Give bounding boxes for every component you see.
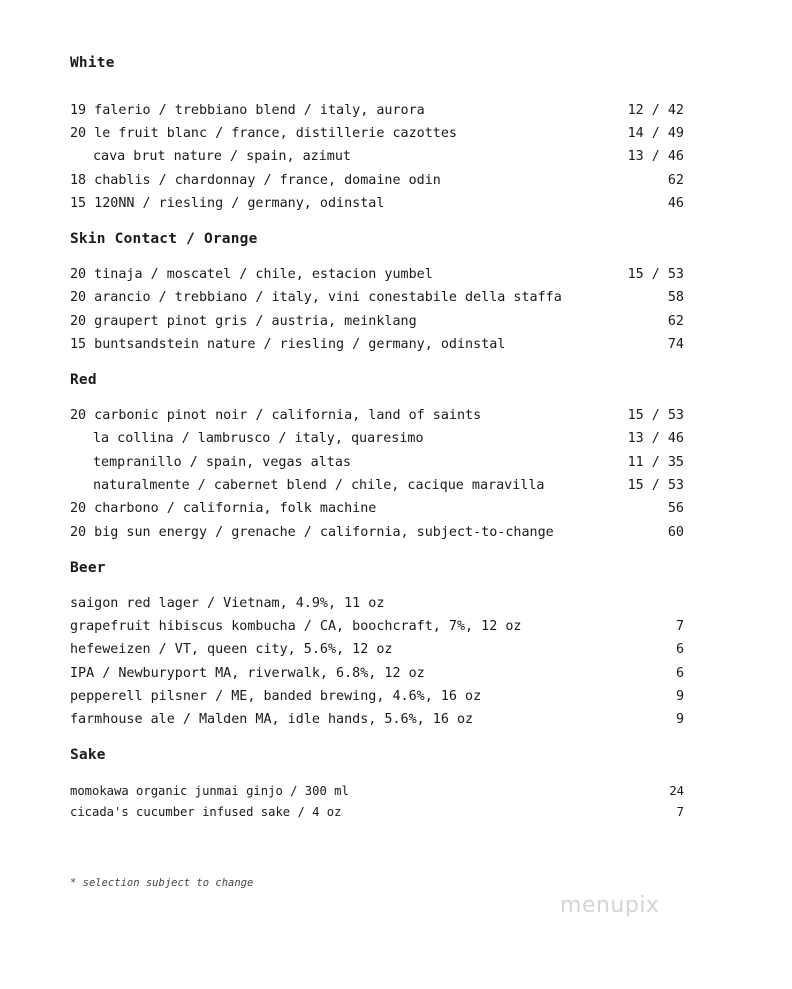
section-title-skin-contact: Skin Contact / Orange xyxy=(70,231,258,247)
item-description: 15 buntsandstein nature / riesling / germany, odinstal xyxy=(70,337,506,352)
item-price: 9 xyxy=(675,712,684,727)
item-description: 20 big sun energy / grenache / california, subject-to-change xyxy=(70,525,554,540)
menu-item xyxy=(70,710,684,730)
item-price: 60 xyxy=(667,525,684,540)
menu-item xyxy=(70,171,684,191)
menu-item xyxy=(70,101,684,121)
item-description: la collina / lambrusco / italy, quaresimo xyxy=(93,431,424,446)
section-title-beer: Beer xyxy=(70,560,106,576)
item-description: IPA / Newburyport MA, riverwalk, 6.8%, 12 oz xyxy=(70,666,425,681)
item-description: cava brut nature / spain, azimut xyxy=(93,149,351,164)
menu-item xyxy=(70,406,684,426)
menu-item xyxy=(70,429,684,449)
item-description: naturalmente / cabernet blend / chile, cacique maravilla xyxy=(93,478,545,493)
item-price: 13 / 46 xyxy=(627,431,684,446)
item-price: 14 / 49 xyxy=(627,126,684,141)
item-price: 12 / 42 xyxy=(627,103,684,118)
item-price: 7 xyxy=(676,805,684,819)
item-description: 20 charbono / california, folk machine xyxy=(70,501,377,516)
item-description: 20 arancio / trebbiano / italy, vini conestabile della staffa xyxy=(70,290,562,305)
item-description: 20 le fruit blanc / france, distillerie cazottes xyxy=(70,126,457,141)
menu-item xyxy=(70,147,684,167)
menu-item xyxy=(70,265,684,285)
menupix-watermark: menupix xyxy=(560,893,660,918)
menu-item xyxy=(70,664,684,684)
item-price: 7 xyxy=(675,619,684,634)
menu-item xyxy=(70,781,684,801)
menu-item xyxy=(70,476,684,496)
menu-item xyxy=(70,499,684,519)
item-price: 74 xyxy=(667,337,684,352)
item-description: 20 carbonic pinot noir / california, land of saints xyxy=(70,408,482,423)
item-description: pepperell pilsner / ME, banded brewing, 4.6%, 16 oz xyxy=(70,689,482,704)
item-price: 11 / 35 xyxy=(627,455,684,470)
menu-item xyxy=(70,687,684,707)
item-description: momokawa organic junmai ginjo / 300 ml xyxy=(70,784,349,798)
menu-item xyxy=(70,312,684,332)
menu-item xyxy=(70,523,684,543)
item-price: 13 / 46 xyxy=(627,149,684,164)
item-description: hefeweizen / VT, queen city, 5.6%, 12 oz xyxy=(70,642,393,657)
menu-item xyxy=(70,194,684,214)
menu-item xyxy=(70,640,684,660)
item-description: 18 chablis / chardonnay / france, domaine odin xyxy=(70,173,441,188)
section-title-white: White xyxy=(70,55,115,71)
item-price: 56 xyxy=(667,501,684,516)
menu-item xyxy=(70,802,684,822)
item-price: 6 xyxy=(675,642,684,657)
menu-item xyxy=(70,594,684,614)
item-description: cicada's cucumber infused sake / 4 oz xyxy=(70,805,342,819)
item-description: tempranillo / spain, vegas altas xyxy=(93,455,351,470)
item-description: saigon red lager / Vietnam, 4.9%, 11 oz xyxy=(70,596,385,611)
item-price: 15 / 53 xyxy=(627,478,684,493)
item-price: 58 xyxy=(667,290,684,305)
item-price: 24 xyxy=(669,784,684,798)
item-price: 46 xyxy=(667,196,684,211)
item-price: 9 xyxy=(675,689,684,704)
item-description: 20 tinaja / moscatel / chile, estacion yumbel xyxy=(70,267,433,282)
item-description: 20 graupert pinot gris / austria, meinklang xyxy=(70,314,417,329)
item-price: 6 xyxy=(675,666,684,681)
item-price: 62 xyxy=(667,314,684,329)
item-description: 15 120NN / riesling / germany, odinstal xyxy=(70,196,385,211)
item-description: farmhouse ale / Malden MA, idle hands, 5.6%, 16 oz xyxy=(70,712,474,727)
menu-item xyxy=(70,617,684,637)
menu-item xyxy=(70,335,684,355)
menu-item xyxy=(70,453,684,473)
item-price: 15 / 53 xyxy=(627,267,684,282)
item-description: 19 falerio / trebbiano blend / italy, aurora xyxy=(70,103,425,118)
footnote: * selection subject to change xyxy=(70,877,254,889)
menu-item xyxy=(70,124,684,144)
item-price: 62 xyxy=(667,173,684,188)
menu-item xyxy=(70,288,684,308)
section-title-red: Red xyxy=(70,372,97,388)
section-title-sake: Sake xyxy=(70,747,106,763)
item-description: grapefruit hibiscus kombucha / CA, boochcraft, 7%, 12 oz xyxy=(70,619,522,634)
item-price: 15 / 53 xyxy=(627,408,684,423)
